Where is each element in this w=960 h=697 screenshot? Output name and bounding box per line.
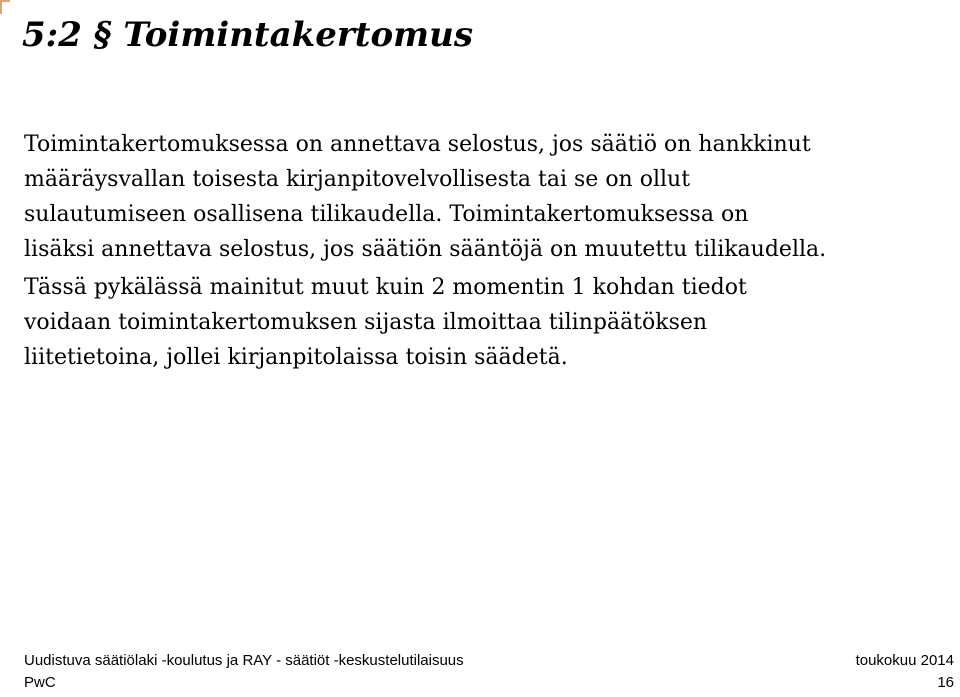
footer-event-title: Uudistuva säätiölaki -koulutus ja RAY - säätiöt -keskustelutilaisuus [24,652,464,669]
paragraph-line: voidaan toimintakertomuksen sijasta ilmoittaa tilinpäätöksen [24,310,708,335]
corner-decoration [0,0,10,14]
paragraph-line: lisäksi annettava selostus, jos säätiön sääntöjä on muutettu tilikaudella. [24,237,827,262]
paragraph-line: Tässä pykälässä mainitut muut kuin 2 momentin 1 kohdan tiedot [24,275,747,300]
paragraph-2 [24,270,954,375]
slide-title: 5:2 § Toimintakertomus [22,15,473,55]
page-number: 16 [937,674,954,691]
paragraph-line: liitetietoina, jollei kirjanpitolaissa toisin säädetä. [24,345,568,370]
footer-date: toukokuu 2014 [855,652,954,669]
footer-brand: PwC [24,674,56,691]
paragraph-1 [24,127,954,267]
paragraph-line: sulautumiseen osallisena tilikaudella. Toimintakertomuksessa on [24,202,749,227]
paragraph-line: määräysvallan toisesta kirjanpitovelvollisesta tai se on ollut [24,167,691,192]
paragraph-line: Toimintakertomuksessa on annettava selostus, jos säätiö on hankkinut [24,132,811,157]
slide-body [24,127,954,375]
